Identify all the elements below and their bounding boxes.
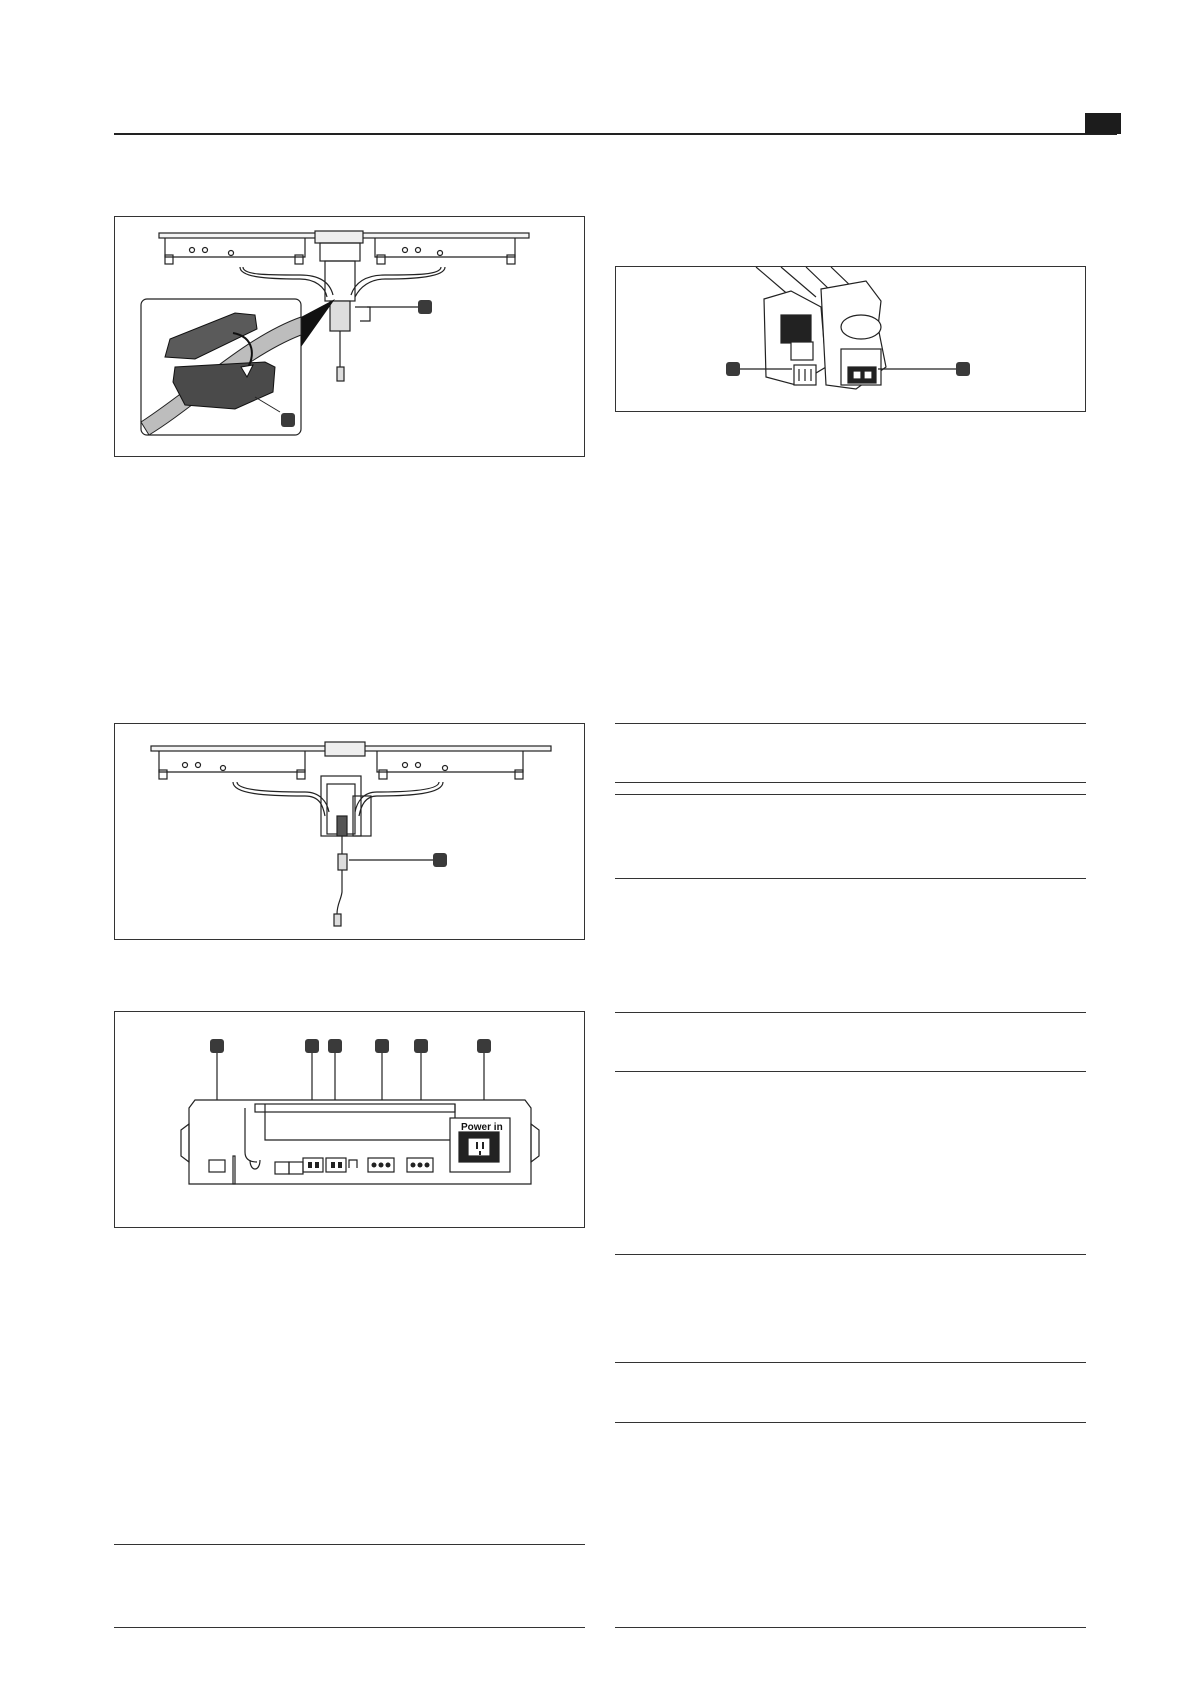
panel-callout-6 bbox=[477, 1039, 491, 1053]
ferrite-callout-1 bbox=[418, 300, 432, 314]
ferrite-callout-2 bbox=[281, 413, 295, 427]
table-rule-3 bbox=[615, 794, 1086, 795]
header-rule bbox=[114, 133, 1117, 135]
right-bottom-rule bbox=[615, 1627, 1086, 1628]
routing-callout-1 bbox=[433, 853, 447, 867]
table-rule-5 bbox=[615, 1012, 1086, 1013]
left-table-rule-top bbox=[114, 1544, 585, 1545]
page-number-tab bbox=[1085, 113, 1121, 134]
cable-routing-illustration bbox=[115, 724, 586, 941]
left-table-rule-bottom bbox=[114, 1627, 585, 1628]
figure-ferrite-clip bbox=[114, 216, 585, 457]
table-rule-4 bbox=[615, 878, 1086, 879]
power-in-label: Power in bbox=[461, 1122, 503, 1133]
rear-panel-illustration bbox=[115, 1012, 586, 1229]
connector-callout-right bbox=[956, 362, 970, 376]
ferrite-clip-illustration bbox=[115, 217, 586, 458]
panel-callout-3 bbox=[328, 1039, 342, 1053]
figure-rear-panel bbox=[114, 1011, 585, 1228]
table-rule-6 bbox=[615, 1071, 1086, 1072]
table-rule-1 bbox=[615, 723, 1086, 724]
figure-connector-pair bbox=[615, 266, 1086, 412]
connector-callout-left bbox=[726, 362, 740, 376]
panel-callout-1 bbox=[210, 1039, 224, 1053]
connector-pair-illustration bbox=[616, 267, 1087, 413]
table-rule-2 bbox=[615, 782, 1086, 783]
panel-callout-2 bbox=[305, 1039, 319, 1053]
figure-cable-routing bbox=[114, 723, 585, 940]
panel-callout-5 bbox=[414, 1039, 428, 1053]
panel-callout-4 bbox=[375, 1039, 389, 1053]
table-rule-9 bbox=[615, 1422, 1086, 1423]
table-rule-7 bbox=[615, 1254, 1086, 1255]
table-rule-8 bbox=[615, 1362, 1086, 1363]
ferrite-zoom-inset bbox=[141, 299, 335, 435]
